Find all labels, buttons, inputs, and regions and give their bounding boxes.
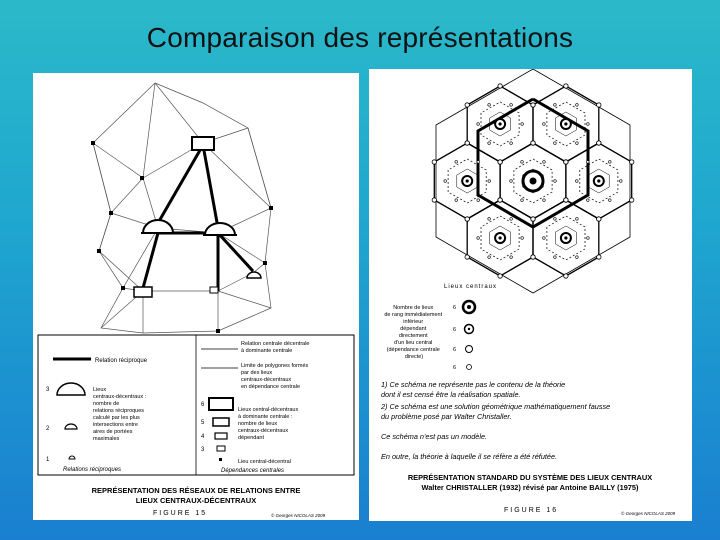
legend-items-text: Nombre de lieux de rang immédiatement inférieur dépendant directement d'un lieu central (dépendance centrale directe): [384, 305, 443, 360]
legend-num-c: 6: [453, 347, 457, 353]
place-node: [432, 198, 436, 202]
slide-title: Comparaison des représentations: [146, 22, 574, 53]
figure-15-diagram: [33, 73, 359, 520]
place-node: [432, 160, 436, 164]
place-node: [554, 142, 557, 145]
critique-notes: 1) Ce schéma ne représente pas le contenu de la théorie dont il est censé être la réalisation spatiale. 2) Ce schéma est une solution géométrique mathématiquement fausse du problème posé par Walter Christaller. Ce schéma n'est pas un modèle. En outre, la théorie à laquelle il se réfère a été réfutée.: [381, 380, 611, 461]
place-node: [444, 180, 447, 183]
place-node: [554, 104, 557, 107]
legend-num-3b: 3: [201, 447, 205, 453]
place-node: [488, 180, 491, 183]
place-node: [488, 104, 491, 107]
place-node: [499, 236, 502, 239]
place-node: [543, 199, 546, 202]
legend-central-dominant: à dominante centrale: [241, 348, 293, 354]
legend-num-6: 6: [201, 402, 205, 408]
place-node: [630, 198, 634, 202]
legend-dependances: Dépendances centrales: [221, 468, 285, 474]
legend-num-3: 3: [46, 387, 50, 393]
central-box-top: [192, 137, 214, 150]
figure-16-panel: [369, 69, 692, 521]
place-node: [521, 199, 524, 202]
figure-15-credit: © Georges NICOLAS 2009: [271, 513, 326, 518]
place-node: [597, 255, 601, 259]
figure-15-caption-2: LIEUX CENTRAUX-DÉCENTRAUX: [135, 496, 257, 505]
place-node: [521, 123, 524, 126]
place-node: [499, 122, 502, 125]
dome-symbol-left: [143, 220, 173, 233]
place-node: [543, 237, 546, 240]
place-node: [488, 256, 491, 259]
central-box-bottom: [134, 287, 152, 297]
place-node: [498, 198, 502, 202]
place-node: [531, 217, 535, 221]
place-node: [554, 218, 557, 221]
legend-num-5: 5: [201, 420, 205, 426]
place-node: [465, 103, 469, 107]
legend-num-a: 6: [453, 305, 457, 311]
place-node: [477, 199, 480, 202]
place-node: [564, 274, 568, 278]
place-node: [531, 141, 535, 145]
legend-header: Lieux centraux: [444, 284, 498, 290]
place-node: [543, 161, 546, 164]
place-node: [630, 160, 634, 164]
place-node: [498, 84, 502, 88]
legend-num-d: 6: [453, 365, 457, 371]
place-node: [564, 236, 567, 239]
place-node: [587, 123, 590, 126]
legend-lieu-central: Lieu central-décentral: [238, 459, 291, 465]
place-node: [488, 218, 491, 221]
place-node: [498, 274, 502, 278]
place-node: [564, 198, 568, 202]
place-node: [554, 256, 557, 259]
place-node: [576, 104, 579, 107]
thin-network-lines: [93, 83, 271, 333]
place-node: [488, 142, 491, 145]
place-node: [620, 180, 623, 183]
place-node: [477, 161, 480, 164]
place-node: [564, 160, 568, 164]
place-node: [543, 123, 546, 126]
place-node: [510, 142, 513, 145]
legend-num-4: 4: [201, 434, 205, 440]
legend-num-2: 2: [46, 426, 50, 432]
place-node: [554, 180, 557, 183]
figure-16-credit: © Georges NICOLAS 2009: [621, 511, 676, 516]
place-node: [576, 218, 579, 221]
place-node: [564, 122, 567, 125]
place-node: [587, 161, 590, 164]
figure-15-panel: [33, 73, 359, 520]
place-node: [576, 142, 579, 145]
place-node: [510, 180, 513, 183]
legend-num-1: 1: [46, 457, 50, 463]
place-node: [531, 255, 535, 259]
place-node: [498, 160, 502, 164]
figure-16-diagram: [369, 69, 692, 521]
legend-left-footer: Relations réciproques: [63, 467, 122, 473]
place-node: [597, 103, 601, 107]
thick-relations: [143, 145, 253, 291]
place-node: [521, 237, 524, 240]
place-node: [455, 199, 458, 202]
figure-16-caption-1: REPRÉSENTATION STANDARD DU SYSTÈME DES LIEUX CENTRAUX: [407, 473, 653, 482]
figure-16-caption-2: Walter CHRISTALLER (1932) révisé par Antoine BAILLY (1975): [421, 483, 639, 492]
dome-symbol-right: [205, 223, 235, 235]
place-node: [510, 256, 513, 259]
place-node: [597, 179, 600, 182]
figure-16-label: FIGURE 16: [504, 507, 559, 514]
place-node: [531, 103, 535, 107]
figure-15-caption-1: REPRÉSENTATION DES RÉSEAUX DE RELATIONS ENTRE: [91, 486, 301, 495]
place-node: [510, 218, 513, 221]
place-node: [587, 237, 590, 240]
legend-num-b: 6: [453, 327, 457, 333]
place-node: [564, 84, 568, 88]
place-node: [576, 256, 579, 259]
place-node: [597, 141, 601, 145]
place-node: [597, 217, 601, 221]
place-node: [466, 179, 469, 182]
legend-relation-label: Relation réciproque: [95, 358, 148, 364]
place-node: [609, 161, 612, 164]
place-node: [521, 161, 524, 164]
place-node: [465, 255, 469, 259]
place-node: [477, 237, 480, 240]
place-node: [465, 141, 469, 145]
place-node: [609, 199, 612, 202]
place-node: [576, 180, 579, 183]
legend-right-description: Lieux central-décentraux à dominante centrale : nombre de lieux centraux-décentraux dépendant: [238, 407, 299, 441]
legend-central-relation: Relation centrale décentrale: [241, 341, 310, 347]
place-node: [510, 104, 513, 107]
place-node: [465, 217, 469, 221]
place-node: [477, 123, 480, 126]
place-node: [455, 161, 458, 164]
legend-left-description: Lieux centraux-décentraux : nombre de relations réciproques calculé par les plus intersections entre aires de portées maximales: [93, 387, 147, 442]
legend-polygon-text: Limite de polygones formés par des lieux centraux-décentraux en dépendance centrale: [241, 363, 309, 390]
figure-15-label: FIGURE 15: [153, 510, 208, 517]
place-node: [587, 199, 590, 202]
